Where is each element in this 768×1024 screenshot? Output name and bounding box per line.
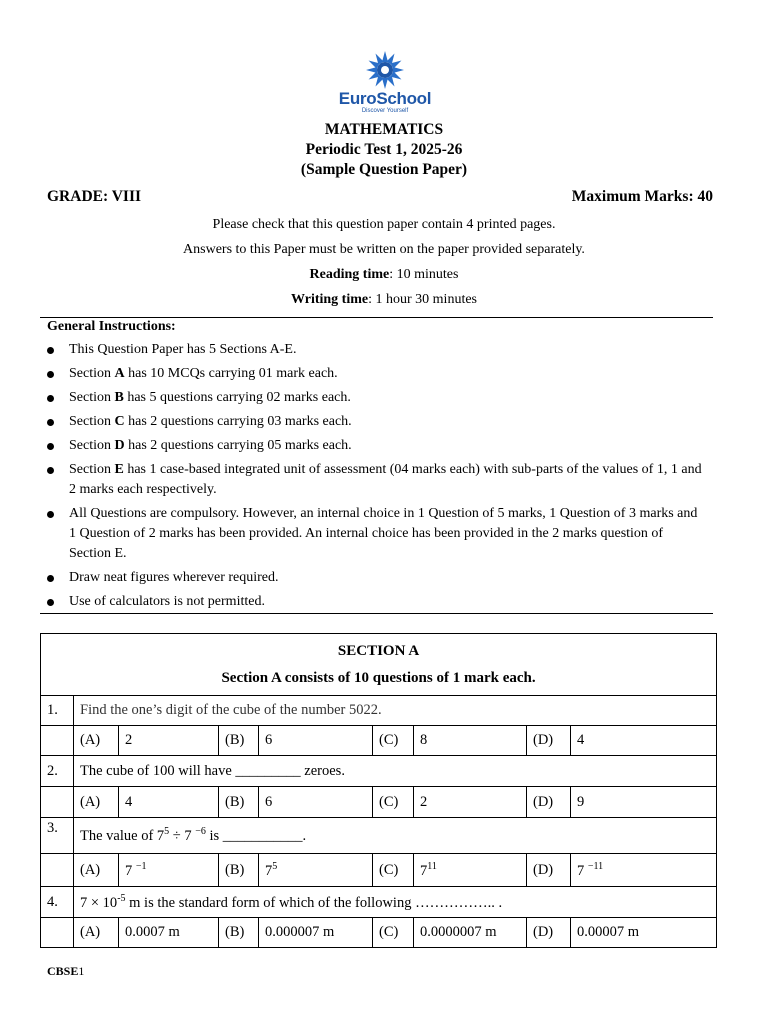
option-value: 0.0000007 m (414, 918, 527, 948)
section-header-cell (41, 634, 717, 696)
option-value: $7^{11}$ (414, 854, 527, 887)
school-logo (330, 50, 440, 115)
instruction-item: Section B has 5 questions carrying 02 marks each. (47, 388, 707, 408)
bullet-icon (47, 443, 54, 450)
max-marks-label: Maximum Marks: 40 (571, 188, 713, 205)
option-value: 0.00007 m (571, 918, 717, 948)
grade-label: GRADE: VIII (47, 188, 142, 205)
option-value: 2 (119, 726, 219, 756)
question-number: 1. (41, 696, 74, 726)
option-value: 0.000007 m (259, 918, 373, 948)
options-row (41, 726, 717, 756)
instruction-item: This Question Paper has 5 Sections A-E. (47, 340, 707, 360)
bullet-icon (47, 371, 54, 378)
instruction-item: Section E has 1 case-based integrated unit of assessment (04 marks each) with sub-parts of the values of 1, 1 and 2 marks each respectively. (47, 460, 707, 500)
subject-title: MATHEMATICS (324, 121, 444, 138)
option-label: (D) (527, 787, 571, 818)
board-label: CBSE (47, 964, 79, 978)
option-value: 9 (571, 787, 717, 818)
section-title: SECTION A (337, 642, 420, 659)
option-value: 7 $^{-1}$ (119, 854, 219, 887)
school-tagline: Discover Yourself (361, 108, 409, 114)
grade-marks-row (47, 188, 713, 206)
option-label: (D) (527, 726, 571, 756)
options-row (41, 918, 717, 948)
question-row (41, 887, 717, 918)
option-label: (A) (74, 854, 119, 887)
instruction-item: Section C has 2 questions carrying 03 marks each. (47, 412, 707, 432)
option-value: 6 (259, 726, 373, 756)
bullet-icon (47, 395, 54, 402)
option-label: (D) (527, 854, 571, 887)
page-footer (47, 964, 84, 979)
question-number: 4. (41, 887, 74, 918)
option-label: (C) (373, 854, 414, 887)
school-name: EuroSchool (338, 89, 432, 108)
question-number: 3. (41, 818, 74, 854)
question-text: Find the one’s digit of the cube of the number 5022. (74, 696, 717, 726)
option-label: (C) (373, 787, 414, 818)
page-number: 1 (78, 964, 85, 978)
instruction-item: Use of calculators is not permitted. (47, 592, 707, 612)
option-value: 8 (414, 726, 527, 756)
option-label: (A) (74, 918, 119, 948)
bullet-icon (47, 599, 54, 606)
section-header-row (41, 634, 717, 696)
option-label: (C) (373, 726, 414, 756)
instruction-item: Section A has 10 MCQs carrying 01 mark each. (47, 364, 707, 384)
option-label: (D) (527, 918, 571, 948)
instruction-item: Draw neat figures wherever required. (47, 568, 707, 588)
option-value: 4 (119, 787, 219, 818)
writing-time: Writing time: 1 hour 30 minutes (290, 292, 477, 307)
option-label: (C) (373, 918, 414, 948)
test-title: Periodic Test 1, 2025-26 (305, 141, 463, 158)
section-a-table (40, 633, 717, 948)
paper-titles (0, 120, 768, 180)
bullet-icon (47, 347, 54, 354)
divider-bottom (40, 613, 713, 614)
general-instructions-heading: General Instructions: (47, 319, 176, 334)
option-value: $7^5$ (259, 854, 373, 887)
option-label: (B) (219, 787, 259, 818)
question-text: The value of $7^5 \div 7$ $^{-6}$ is ___________. (74, 818, 717, 854)
option-label: (A) (74, 726, 119, 756)
instruction-item: All Questions are compulsory. However, an internal choice in 1 Question of 5 marks, 1 Question of 3 marks and 1 Question of 2 marks has been provided. An internal choice has been provided in the 2 marks question of Section E. (47, 504, 707, 564)
question-text: The cube of 100 will have _________ zeroes. (74, 756, 717, 787)
question-row (41, 696, 717, 726)
bullet-icon (47, 511, 54, 518)
question-number: 2. (41, 756, 74, 787)
instruction-item: Section D has 2 questions carrying 05 marks each. (47, 436, 707, 456)
bullet-icon (47, 419, 54, 426)
option-label: (B) (219, 854, 259, 887)
option-label: (B) (219, 726, 259, 756)
section-subtitle: Section A consists of 10 questions of 1 mark each. (221, 669, 536, 686)
question-row (41, 818, 717, 854)
option-value: 0.0007 m (119, 918, 219, 948)
reading-time: Reading time: 10 minutes (309, 267, 459, 282)
divider-top (40, 317, 713, 318)
pages-note: Please check that this question paper contain 4 printed pages. (212, 217, 556, 232)
bullet-icon (47, 575, 54, 582)
instructions-list (47, 340, 707, 616)
options-row (41, 787, 717, 818)
option-value: 6 (259, 787, 373, 818)
option-value: 4 (571, 726, 717, 756)
option-value: 7 $^{-11}$ (571, 854, 717, 887)
options-row (41, 854, 717, 887)
bullet-icon (47, 467, 54, 474)
star-emblem-icon (361, 50, 409, 90)
paper-type: (Sample Question Paper) (300, 161, 468, 178)
question-text: $7 \times 10^{-5}$ m is the standard form of which of the following …………….. . (74, 887, 717, 918)
option-value: 2 (414, 787, 527, 818)
option-label: (A) (74, 787, 119, 818)
question-row (41, 756, 717, 787)
option-label: (B) (219, 918, 259, 948)
answer-note: Answers to this Paper must be written on the paper provided separately. (183, 242, 585, 257)
